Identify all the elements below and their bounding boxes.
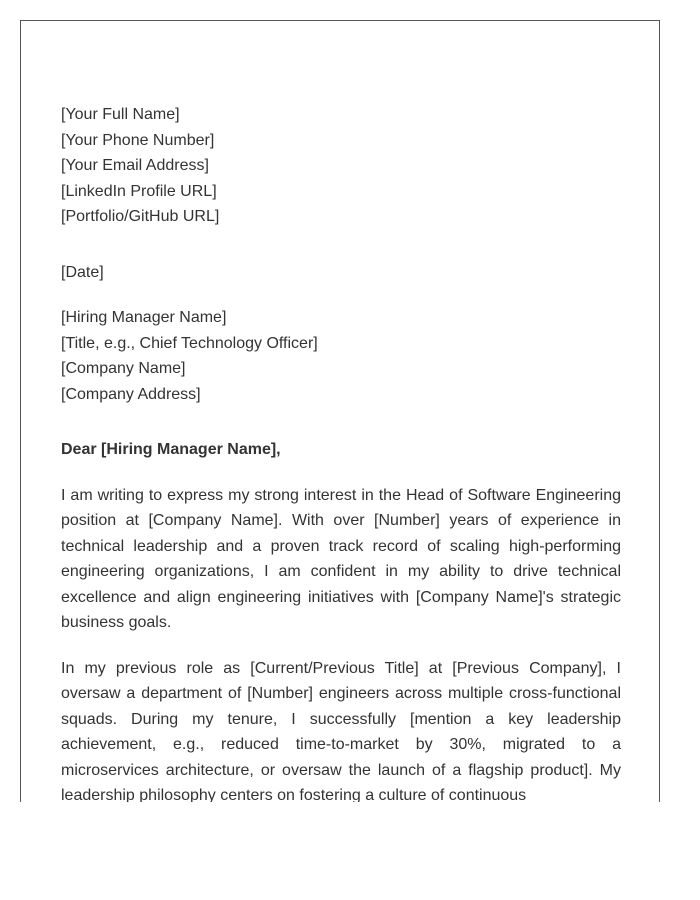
recipient-title: [Title, e.g., Chief Technology Officer] xyxy=(61,334,318,352)
salutation: Dear [Hiring Manager Name], xyxy=(61,441,281,458)
sender-full-name: [Your Full Name] xyxy=(61,106,180,123)
recipient-company: [Company Name] xyxy=(61,360,186,377)
recipient-address: [Company Address] xyxy=(61,385,201,403)
recipient-name: [Hiring Manager Name] xyxy=(61,309,227,326)
date-block xyxy=(61,260,621,286)
letter-page xyxy=(20,20,660,802)
sender-linkedin: [LinkedIn Profile URL] xyxy=(61,182,217,200)
sender-portfolio: [Portfolio/GitHub URL] xyxy=(61,208,220,225)
recipient-block xyxy=(61,305,621,407)
body-paragraph: In my previous role as [Current/Previous Title] at [Previous Company], I oversaw a department of [Number] engineers across multiple cross-functional squads. During my tenure, I successfully [mention a key leadership achievement, e.g., reduced time-to-market by 30%, migrated to a microservices architecture, or oversaw the launch of a flagship product]. My leadership philosophy centers on fostering a culture of continuous xyxy=(61,659,621,802)
sender-block xyxy=(61,102,621,230)
sender-phone: [Your Phone Number] xyxy=(61,131,215,149)
letter-date: [Date] xyxy=(61,263,104,281)
body-paragraph: I am writing to express my strong interest in the Head of Software Engineering position at [Company Name]. With over [Number] years of experience in technical leadership and a proven track record of scaling high-performing engineering organizations, I am confident in my ability to drive technical excellence and align engineering initiatives with [Company Name]'s strategic business goals. xyxy=(61,486,621,631)
letter-content xyxy=(61,102,621,802)
sender-email: [Your Email Address] xyxy=(61,157,209,174)
